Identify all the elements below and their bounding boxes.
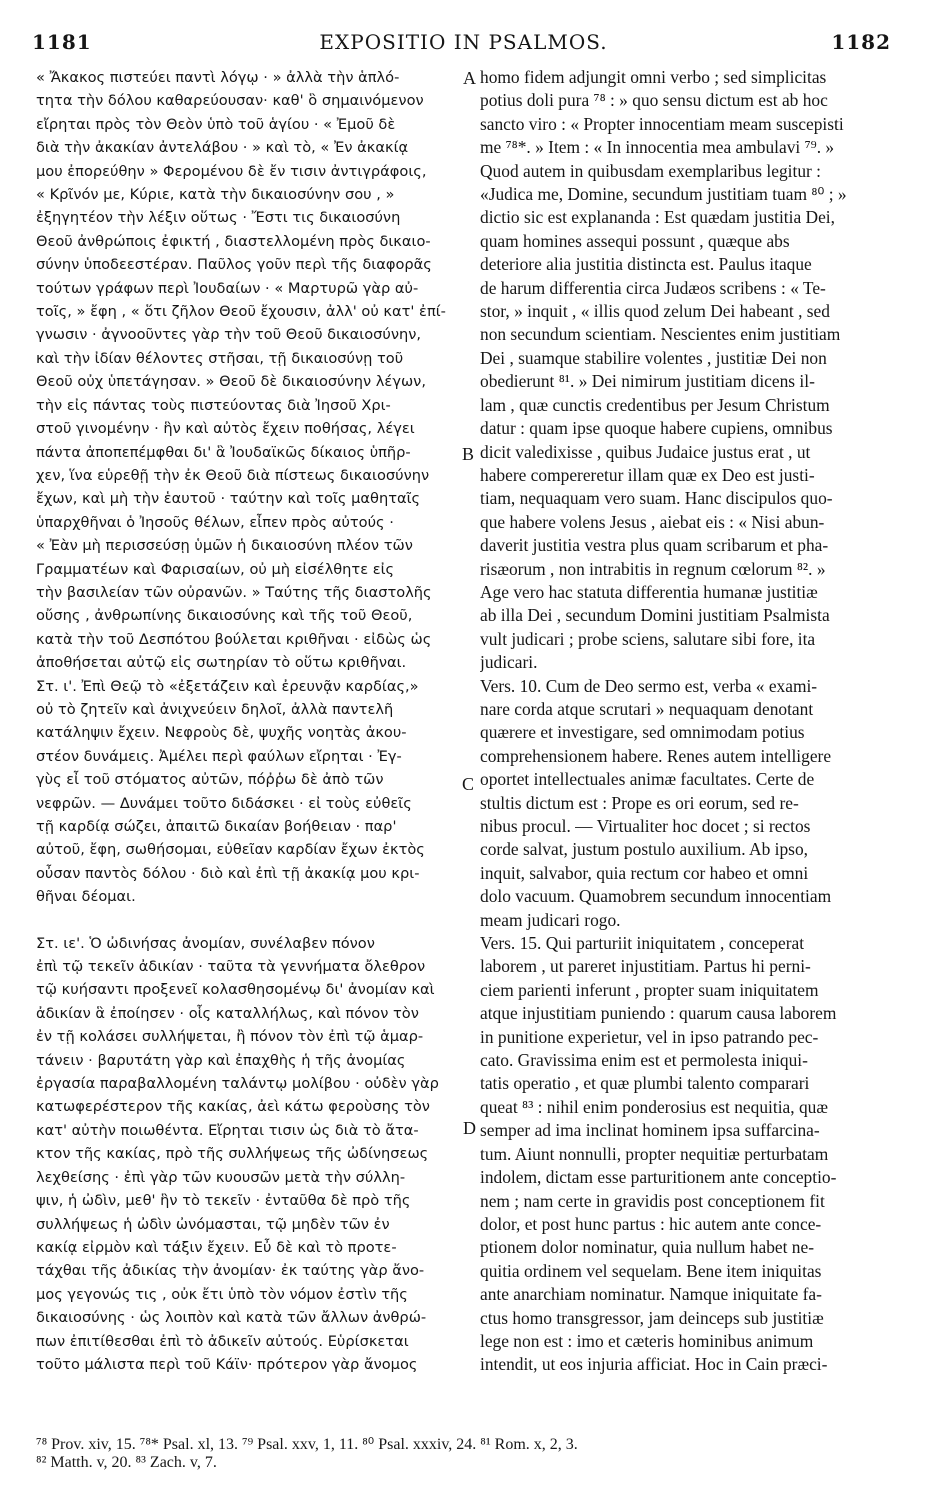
text-line: στέον δυνάμεις. Ἀμέλει περὶ φαύλων εἴρηται · Ἐγ- (36, 747, 402, 765)
text-line: dolo vacuum. Quamobrem secundum innocentiam (480, 886, 832, 907)
page-number-left: 1181 (32, 30, 92, 54)
text-line: daverit justitia vestra plus quam scribarum et pha- (480, 535, 829, 556)
text-line: τὴν βασιλείαν τῶν οὐρανῶν. » Ταύτης τῆς διαστολῆς (36, 583, 432, 601)
text-line: « Ἄκακος πιστεύει παντὶ λόγῳ · » ἀλλὰ τὴν ἁπλό- (36, 69, 400, 86)
text-line: « Κρῖνόν με, Κύριε, κατὰ τὴν δικαιοσύνην σου , » (36, 186, 395, 204)
page-number-right: 1182 (831, 30, 891, 54)
text-line: tum. Aiunt nonnulli, propter nequitiæ perturbatam (480, 1143, 829, 1164)
text-line: στοῦ γινομένην · ἣν καὶ αὐτὸς ἔχειν ποθήσας, λέγει (36, 420, 415, 438)
text-line: τάνειν · βαρυτάτη γὰρ καὶ ἐπαχθὴς ἡ τῆς ἀνομίας (36, 1051, 406, 1069)
text-line: inquit, salvabor, quia rectum cor habeo et omni (480, 862, 809, 883)
text-line: πάντα ἀποπεπέμφθαι δι' ἃ Ἰουδαϊκῶς δίκαιος ὑπῆρ- (36, 443, 411, 461)
text-line: χεν, ἵνα εὑρεθῇ τὴν ἐκ Θεοῦ διὰ πίστεως δικαιοσύνην (36, 466, 430, 484)
text-line: Γραμματέων καὶ Φαρισαίων, οὐ μὴ εἰσέλθητε εἰς (36, 560, 395, 578)
text-line: ἀδικίαν ἃ ἐποίησεν · οἷς καταλλήλως, καὶ πόνον τὸν (36, 1004, 419, 1022)
text-line: homo fidem adjungit omni verbo ; sed simplicitas (480, 67, 827, 87)
text-line: γὺς εἶ τοῦ στόματος αὐτῶν, πόῤῥω δὲ ἀπὸ τῶν (36, 771, 384, 789)
text-line: ab illa Dei , secundum Domini justitiam Psalmista (480, 605, 830, 626)
margin-marker-c: C (462, 774, 475, 794)
text-line: lam , quæ cunctis credentibus per Jesum Christum (480, 394, 830, 415)
text-line: θῆναι δέομαι. (36, 888, 136, 906)
footnote-line: ⁷⁸ Prov. xiv, 15. ⁷⁸* Psal. xl, 13. ⁷⁹ Psal. xxv, 1, 11. ⁸⁰ Psal. xxxiv, 24. ⁸¹ Rom. x, 2, 3. (36, 1436, 578, 1453)
text-line: semper ad ima inclinat hominem ipsa suffarcina- (480, 1120, 820, 1141)
footnote-line: ⁸² Matth. v, 20. ⁸³ Zach. v, 7. (36, 1454, 217, 1471)
text-line: quam homines assequi possunt , quæque abs (480, 230, 790, 251)
text-line: Θεοῦ ἀνθρώποις ἐφικτή , διαστελλομένη πρὸς δικαιο- (36, 232, 431, 250)
text-line: μος γεγονώς τις , οὐκ ἔτι ὑπὸ τὸν νόμον ἐστὶν τῆς (36, 1285, 408, 1303)
text-line: Στ. ιε'. Ὁ ὠδινήσας ἀνομίαν, συνέλαβεν πόνον (36, 934, 375, 952)
text-line: que habere volens Jesus , aiebat eis : « Nisi abun- (480, 511, 825, 532)
text-line: ἐπὶ τῷ τεκεῖν ἀδικίαν · ταῦτα τὰ γεννήματα ὄλεθρον (36, 958, 426, 976)
text-line: κατωφερέστερον τῆς κακίας, ἀεὶ κάτω φεροὺσης τὸν (36, 1098, 430, 1116)
text-line: vult judicari ; probe sciens, salutare sibi fore, ita (480, 628, 816, 649)
text-line: ciem parienti inferunt , propter suam iniquitatem (480, 979, 819, 1000)
text-line: Στ. ι'. Ἐπὶ Θεῷ τὸ «ἐξετάζειν καὶ ἐρευνᾷν καρδίας,» (36, 677, 419, 695)
text-line: τητα τὴν δόλου καθαρεύουσαν· καθ' ὃ σημαινόμενον (36, 92, 424, 110)
text-line: laborem , ut pareret injustitiam. Partus hi perni- (480, 956, 811, 977)
text-line: quærere et investigare, sed omnimodam potius (480, 722, 805, 743)
greek-column (36, 66, 466, 1376)
text-line: μου ἐπορεύθην » Φερομένου δὲ ἔν τισιν ἀντιγράφοις, (36, 162, 427, 180)
text-line: κατάληψιν ἔχειν. Νεφροὺς δὲ, ψυχῆς νοητὰς ἀκου- (36, 724, 407, 742)
text-line: γνωσιν · ἀγνοοῦντες γὰρ τὴν τοῦ Θεοῦ δικαιοσύνην, (36, 326, 422, 344)
text-line: τῇ καρδίᾳ σώζει, ἀπαιτῶ δικαίαν βοήθειαν · παρ' (36, 818, 397, 835)
text-line: Dei , suamque stabilire volentes , justitiæ Dei non (480, 347, 827, 368)
text-line: ante anarchiam nominatur. Namque iniquitate fa- (480, 1284, 822, 1305)
text-line: πων ἐπιτίθεσθαι ἐπὶ τὸ ἀδικεῖν αὐτούς. Εὑρίσκεται (36, 1332, 409, 1350)
margin-marker-d: D (463, 1118, 476, 1138)
text-line: τάχθαι τῆς ἀδικίας τὴν ἀνομίαν· ἐκ ταύτης γὰρ ἄνο- (36, 1262, 425, 1280)
text-line: ἀποθήσεται αὐτῷ εἰς σωτηρίαν τὸ οὕτω κριθῆναι. (36, 654, 407, 672)
text-line: de harum differentia circa Judæos scribens : « Te- (480, 277, 826, 298)
text-line: queat ⁸³ : nihil enim ponderosius est nequitia, quæ (480, 1096, 828, 1117)
text-line: stor, » inquit , « illis quod zelum Dei habeant , sed (480, 301, 830, 322)
text-line: ψιν, ἡ ὠδὶν, μεθ' ἣν τὸ τεκεῖν · ἐνταῦθα δὲ πρὸ τῆς (36, 1192, 411, 1210)
text-line: ἐν τῇ κολάσει συλλήψεται, ἢ πόνον τὸν ἐπὶ τῷ ἁμαρ- (36, 1028, 424, 1046)
text-line: Quod autem in quibusdam exemplaribus legitur : (480, 160, 821, 181)
text-line: αὐτοῦ, ἔφη, σωθήσομαι, εὐθεῖαν καρδίαν ἔχων ἐκτὸς (36, 841, 425, 859)
text-line: indolem, dictam esse parturitionem ante conceptio- (480, 1167, 837, 1188)
running-title: EXPOSITIO IN PSALMOS. (319, 30, 608, 54)
text-line: quitia ordinem vel sequelam. Bene item iniquitas (480, 1260, 822, 1281)
text-line: risæorum , non intrabitis in regnum cœlorum ⁸². » (480, 558, 826, 579)
text-line: Age vero hac statuta differentia humanæ justitiæ (480, 581, 818, 602)
text-line: δικαιοσύνης · ὡς λοιπὸν καὶ κατὰ τῶν ἄλλων ἀνθρώ- (36, 1309, 427, 1327)
text-line: «Judica me, Domine, secundum justitiam tuam ⁸⁰ ; » (480, 184, 847, 205)
text-line: κακίᾳ εἰρμὸν καὶ τάξιν ἔχειν. Εὖ δὲ καὶ τὸ προτε- (36, 1238, 397, 1256)
text-line: intendit, ut eos injuria afficiat. Hoc in Cain præci- (480, 1354, 828, 1375)
text-line: tiam, nequaquam vero suam. Hanc discipulos quo- (480, 488, 833, 509)
text-line: ctus homo transgressor, jam deinceps sub justitiæ (480, 1307, 824, 1328)
text-line: comprehensionem habere. Renes autem intelligere (480, 745, 832, 766)
text-line: cato. Gravissima enim est et permolesta iniqui- (480, 1050, 808, 1071)
text-line: κατὰ τὴν τοῦ Δεσπότου βούλεται κριθῆναι · εἰδὼς ὡς (36, 630, 432, 648)
text-line: obedierunt ⁸¹. » Dei nimirum justitiam dicens il- (480, 371, 815, 392)
text-line: dicit valedixisse , quibus Judaice justus erat , ut (480, 441, 811, 462)
text-line: oportet intellectuales animæ facultates. Certe de (480, 769, 815, 790)
text-line: τοῖς, » ἔφη , « ὅτι ζῆλον Θεοῦ ἔχουσιν, ἀλλ' οὐ κατ' ἐπί- (36, 303, 446, 321)
text-line: « Ἐὰν μὴ περισσεύσῃ ὑμῶν ἡ δικαιοσύνη πλέον τῶν (36, 537, 413, 555)
text-line: habere compereretur illam quæ ex Deo est justi- (480, 464, 815, 485)
text-line: νεφρῶν. — Δυνάμει τοῦτο διδάσκει · εἰ τοὺς εὐθεῖς (36, 794, 412, 812)
text-line: meam judicari rogo. (480, 909, 621, 930)
text-line: ἔχων, καὶ μὴ τὴν ἑαυτοῦ · ταύτην καὶ τοῖς μαθηταῖς (36, 490, 421, 508)
text-line: σύνην ὑποδεεστέραν. Παῦλος γοῦν περὶ τῆς διαφορᾶς (36, 256, 432, 274)
text-line: sancto viro : « Propter innocentiam meam suscepisti (480, 113, 844, 134)
text-line: Vers. 15. Qui parturiit iniquitatem , conceperat (480, 933, 805, 954)
footnotes (36, 1436, 896, 1472)
text-line: τὴν εἰς πάντας τοὺς πιστεύοντας διὰ Ἰησοῦ Χρι- (36, 396, 391, 414)
text-line: οὖσαν παντὸς δόλου · διὸ καὶ ἐπὶ τῇ ἀκακίᾳ μου κρι- (36, 864, 420, 882)
text-line: τούτων γράφων περὶ Ἰουδαίων · « Μαρτυρῶ γὰρ αὐ- (36, 279, 419, 297)
text-line: corde salvat, justum postulo auxilium. Ab ipso, (480, 839, 808, 860)
text-line: ὑπαρχθῆναι ὁ Ἰησοῦς θέλων, εἶπεν πρὸς αὐτούς · (36, 513, 394, 531)
text-line: nem ; nam certe in gravidis post conceptionem fit (480, 1190, 825, 1211)
text-line: συλλήψεως ἡ ὠδὶν ὠνόμασται, τῷ μηδὲν τῶν ἐν (36, 1215, 390, 1233)
text-line: τῷ κυήσαντι προξενεῖ κολασθησομένῳ δι' ἀνομίαν καὶ (36, 981, 435, 999)
text-line: tatis operatio , et quæ plumbi talento comparari (480, 1073, 810, 1094)
text-line: atque injustitiam puniendo : quarum causa laborem (480, 1003, 837, 1024)
text-line: εἴρηται πρὸς τὸν Θεὸν ὑπὸ τοῦ ἁγίου · « Ἐμοῦ δὲ (36, 115, 396, 133)
paragraph-gap (36, 909, 466, 932)
text-line: lege non est : imo et cæteris hominibus animum (480, 1330, 814, 1351)
text-line: dolor, et post hunc partus : hic autem ante conce- (480, 1213, 822, 1234)
text-line: deteriore alia justitia distincta est. Paulus itaque (480, 254, 812, 275)
text-line: διὰ τὴν ἀκακίαν ἀντελάβου · » καὶ τὸ, « Ἐν ἀκακίᾳ (36, 139, 409, 157)
text-line: me ⁷⁸*. » Item : « In innocentia mea ambulavi ⁷⁹. » (480, 137, 835, 158)
text-line: οὔσης , ἀνθρωπίνης δικαιοσύνης καὶ τῆς τοῦ Θεοῦ, (36, 607, 413, 625)
text-line: ἐργασία παραβαλλομένη ταλάντῳ μολίβου · οὐδὲν γὰρ (36, 1075, 439, 1093)
text-line: datur : quam ipse quoque habere cupiens, omnibus (480, 418, 833, 439)
margin-marker-b: B (462, 444, 475, 464)
text-line: Θεοῦ οὐχ ὑπετάγησαν. » Θεοῦ δὲ δικαιοσύνην λέγων, (36, 373, 426, 391)
text-line: ἐξηγητέον τὴν λέξιν οὕτως · Ἔστι τις δικαιοσύνη (36, 209, 401, 227)
text-line: potius doli pura ⁷⁸ : » quo sensu dictum est ab hoc (480, 90, 828, 111)
latin-column (480, 66, 892, 1377)
text-line: καὶ τὴν ἰδίαν θέλοντες στῆσαι, τῇ δικαιοσύνῃ τοῦ (36, 349, 404, 367)
text-line: λεχθείσης · ἐπὶ γὰρ τῶν κυουσῶν μετὰ τὴν σύλλη- (36, 1168, 406, 1186)
text-line: stultis dictum est : Prope es ori eorum, sed re- (480, 792, 799, 813)
text-line: dictio sic est explananda : Est quædam justitia Dei, (480, 207, 835, 228)
text-line: Vers. 10. Cum de Deo sermo est, verba « exami- (480, 675, 818, 696)
text-line: nare corda atque scrutari » nequaquam denotant (480, 698, 814, 719)
text-line: in punitione experietur, vel in ipso patrando pec- (480, 1026, 819, 1047)
page-header (0, 0, 927, 70)
text-line: τοῦτο μάλιστα περὶ τοῦ Κάϊν· πρότερον γὰρ ἄνομος (36, 1355, 418, 1373)
margin-marker-a: A (463, 68, 476, 88)
text-line: κτον τῆς κακίας, πρὸ τῆς συλλήψεως τῆς ὠδίνησεως (36, 1145, 429, 1163)
text-line: ptionem dolor nominatur, quia nullum habet ne- (480, 1237, 815, 1258)
text-line: nibus procul. — Virtualiter hoc docet ; si rectos (480, 816, 811, 836)
text-line: judicari. (480, 652, 538, 673)
text-line: κατ' αὐτὴν ποιωθέντα. Εἴρηται τισιν ὡς διὰ τὸ ἄτα- (36, 1121, 419, 1139)
text-line: οὐ τὸ ζητεῖν καὶ ἀνιχνεύειν δηλοῖ, ἀλλὰ παντελῆ (36, 700, 394, 718)
text-line: non secundum scientiam. Nescientes enim justitiam (480, 324, 841, 345)
